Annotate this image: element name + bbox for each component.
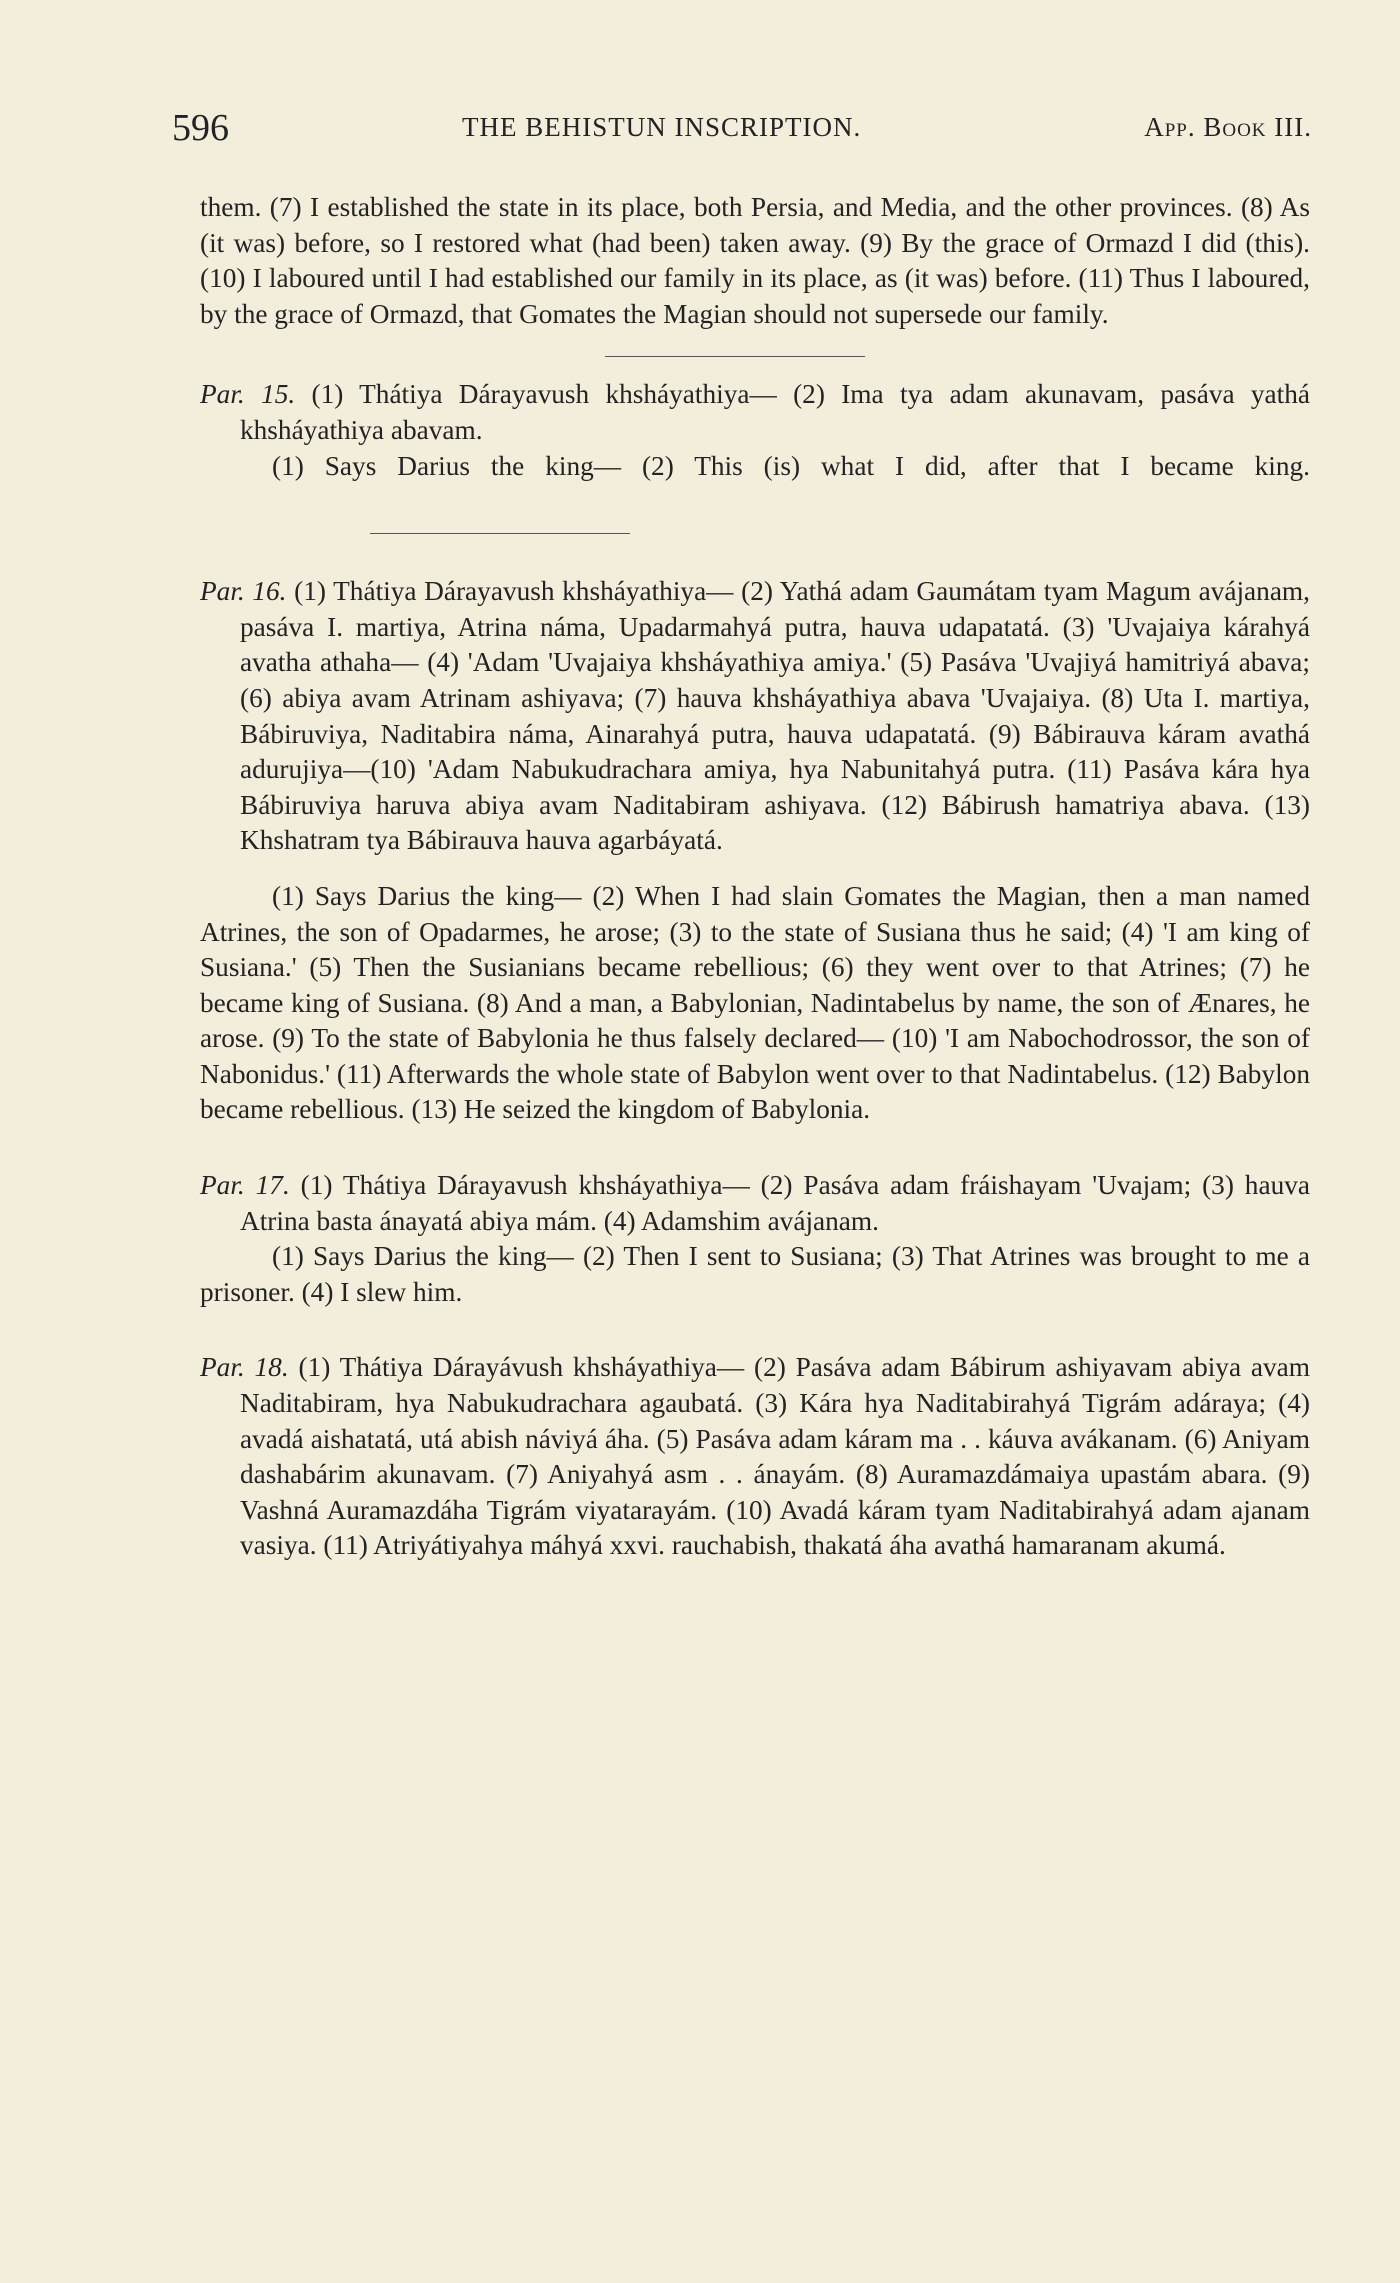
paragraph-16	[200, 574, 1310, 1128]
paragraph-17-persian	[200, 1168, 1310, 1239]
page-number: 596	[172, 107, 229, 149]
continuation-paragraph: them. (7) I established the state in its place, both Persia, and Media, and the other provinces. (8) As (it was) before, so I restored what (had been) taken away. (9) By the grace of Ormazd I did (this). (10) I laboured until I had established our family in its place, as (it was) before. (11) Thus I laboured, by the grace of Ormazd, that Gomates the Magian should not supersede our family.	[200, 192, 1310, 329]
short-divider	[370, 533, 630, 534]
paragraph-17-translation: (1) Says Darius the king— (2) Then I sent to Susiana; (3) That Atrines was brought to me a prisoner. (4) I slew him.	[200, 1241, 1310, 1307]
paragraph-label: Par. 16.	[200, 576, 287, 607]
paragraph-16-persian	[200, 574, 1310, 859]
running-title: THE BEHISTUN INSCRIPTION.	[462, 112, 862, 142]
paragraph-16-text: (1) Thátiya Dárayavush khsháyathiya— (2) Yathá adam Gaumátam tyam Magum avájanam, pasáva I. martiya, Atrina náma, Upadarmahyá putra, hauva udapatatá. (3) 'Uvajaiya kárahyá avatha athaha— (4) 'Adam 'Uvajaiya khsháyathiya amiya.' (5) Pasáva 'Uvajiyá hamitriyá abava; (6) abiya avam Atrinam ashiyava; (7) hauva khsháyathiya abava 'Uvajaiya. (8) Uta I. martiya, Bábiruviya, Naditabira náma, Ainarahyá putra, hauva udapatatá. (9) Bábirauva káram avathá adurujiya—(10) 'Adam Nabukudrachara amiya, hya Nabunitahyá putra. (11) Pasáva kára hya Bábiruviya haruva abiya avam Naditabiram ashiyava. (12) Bábirush hamatriya abava. (13) Khshatram tya Bábirauva hauva agarbáyatá.	[240, 576, 1310, 856]
paragraph-18-persian	[200, 1350, 1310, 1564]
running-header	[172, 100, 1312, 150]
paragraph-15-persian	[200, 377, 1310, 448]
page-body	[200, 190, 1310, 1564]
paragraph-label: Par. 17.	[200, 1170, 290, 1201]
paragraph-label: Par. 15.	[200, 379, 296, 410]
section-reference: App. Book III.	[1144, 112, 1312, 142]
paragraph-17	[200, 1168, 1310, 1310]
paragraph-16-translation: (1) Says Darius the king— (2) When I had slain Gomates the Magian, then a man named Atrines, the son of Opadarmes, he arose; (3) to the state of Susiana thus he said; (4) 'I am king of Susiana.' (5) Then the Susianians became rebellious; (6) they went over to that Atrines; (7) he became king of Susiana. (8) And a man, a Babylonian, Nadintabelus by name, the son of Ænares, he arose. (9) To the state of Babylonia he thus falsely declared— (10) 'I am Nabochodrossor, the son of Nabonidus.' (11) Afterwards the whole state of Babylon went over to that Nadintabelus. (12) Babylon became rebellious. (13) He seized the kingdom of Babylonia.	[200, 880, 1310, 1125]
paragraph-15-text: (1) Thátiya Dárayavush khsháyathiya— (2) Ima tya adam akunavam, pasáva yathá khsháyathiya abavam.	[240, 379, 1310, 445]
paragraph-18	[200, 1350, 1310, 1564]
paragraph-18-text: (1) Thátiya Dárayávush khsháyathiya— (2) Pasáva adam Bábirum ashiyavam abiya avam Naditabiram, hya Nabukudrachara agaubatá. (3) Kára hya Naditabirahyá Tigrám adáraya; (4) avadá aishatatá, utá abish náviyá áha. (5) Pasáva adam káram ma . . káuva avákanam. (6) Aniyam dashabárim akunavam. (7) Aniyahyá asm . . ánayám. (8) Auramazdámaiya upastám abara. (9) Vashná Auramazdáha Tigrám viyatarayám. (10) Avadá káram tyam Naditabirahyá adam ajanam vasiya. (11) Atriyátiyahya máhyá xxvi. rauchabish, thakatá áha avathá hamaranam akumá.	[240, 1352, 1310, 1561]
paragraph-label: Par. 18.	[200, 1352, 289, 1383]
paragraph-15-translation: (1) Says Darius the king— (2) This (is) what I did, after that I became king.	[200, 449, 1310, 535]
paragraph-17-text: (1) Thátiya Dárayavush khsháyathiya— (2) Pasáva adam fráishayam 'Uvajam; (3) hauva Atrina basta ánayatá abiya mám. (4) Adamshim avájanam.	[240, 1170, 1310, 1236]
paragraph-15	[200, 377, 1310, 534]
